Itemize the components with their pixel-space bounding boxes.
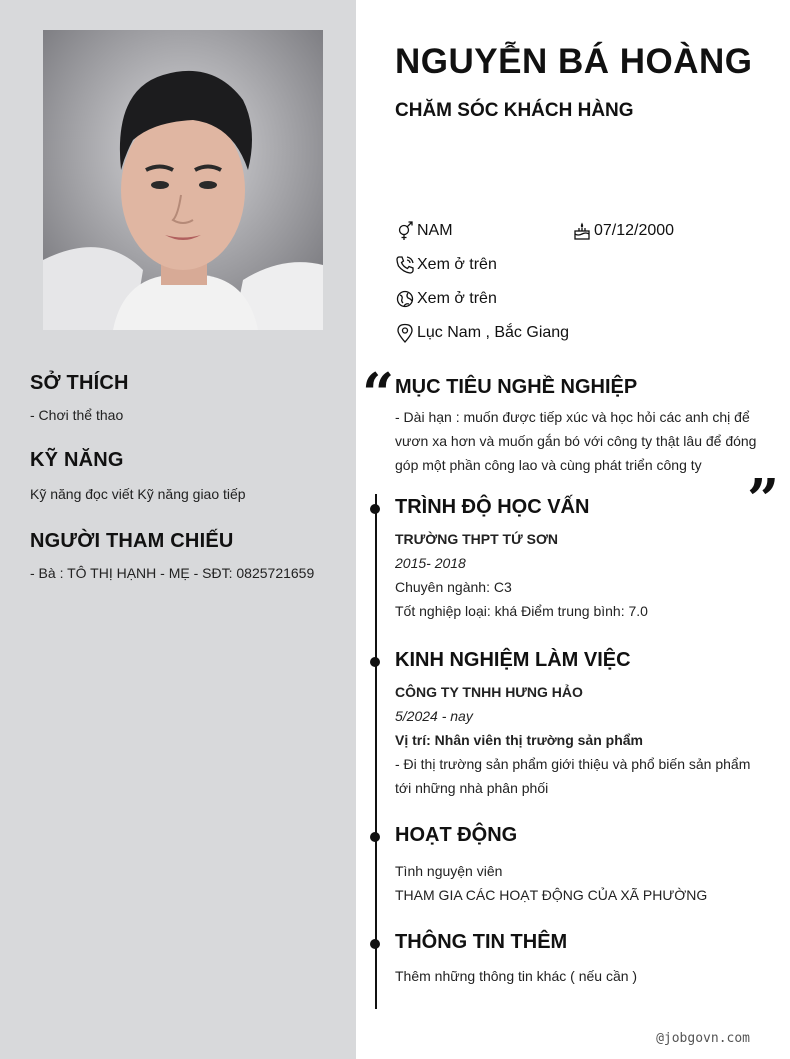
objective-section xyxy=(395,376,765,477)
references-text: - Bà : TÔ THỊ HẠNH - MẸ - SĐT: 0825721659 xyxy=(30,565,315,581)
company-name: CÔNG TY TNHH HƯNG HẢO xyxy=(395,684,583,700)
email-info xyxy=(395,288,497,310)
gender-value: NAM xyxy=(417,222,453,239)
hobbies-section xyxy=(30,372,340,425)
map-pin-icon xyxy=(395,323,415,343)
gender-info xyxy=(395,220,453,242)
experience-body xyxy=(395,680,765,800)
timeline-line xyxy=(375,494,377,1009)
gender-icon xyxy=(395,221,415,241)
experience-description: - Đi thị trường sản phẩm giới thiệu và phổ biến sản phẩm tới những nhà phân phối xyxy=(395,756,751,796)
timeline-dot xyxy=(370,832,380,842)
dob-info xyxy=(572,220,674,242)
education-body xyxy=(395,527,765,623)
education-grade: Tốt nghiệp loại: khá Điểm trung bình: 7.0 xyxy=(395,603,648,619)
references-title: NGƯỜI THAM CHIẾU xyxy=(30,530,234,552)
phone-info xyxy=(395,254,497,276)
activities-section xyxy=(395,824,765,907)
education-title: TRÌNH ĐỘ HỌC VẤN xyxy=(395,496,590,518)
job-title: CHĂM SÓC KHÁCH HÀNG xyxy=(395,100,634,121)
skills-text: Kỹ năng đọc viết Kỹ năng giao tiếp xyxy=(30,486,246,502)
timeline-dot xyxy=(370,657,380,667)
activity-line: Tình nguyện viên xyxy=(395,863,503,879)
skills-section xyxy=(30,449,340,504)
candidate-name: NGUYỄN BÁ HOÀNG xyxy=(395,42,753,81)
experience-section xyxy=(395,649,765,800)
school-name: TRƯỜNG THPT TỨ SƠN xyxy=(395,531,558,547)
experience-title: KINH NGHIỆM LÀM VIỆC xyxy=(395,649,631,671)
experience-position: Vị trí: Nhân viên thị trường sản phẩm xyxy=(395,732,644,748)
additional-title: THÔNG TIN THÊM xyxy=(395,931,568,953)
hobbies-title: SỞ THÍCH xyxy=(30,372,129,394)
dob-value: 07/12/2000 xyxy=(594,222,675,239)
additional-text: Thêm những thông tin khác ( nếu cần ) xyxy=(395,968,638,984)
address-value: Lục Nam , Bắc Giang xyxy=(417,324,570,341)
profile-photo xyxy=(43,30,323,330)
cake-icon xyxy=(572,221,592,241)
experience-period: 5/2024 - nay xyxy=(395,708,473,724)
timeline-dot xyxy=(370,939,380,949)
timeline-dot xyxy=(370,504,380,514)
phone-icon xyxy=(395,255,415,275)
references-section xyxy=(30,530,340,583)
additional-section xyxy=(395,931,765,988)
education-section xyxy=(395,496,765,623)
objective-text: - Dài hạn : muốn được tiếp xúc và học hỏi các anh chị để vươn xa hơn và muốn gắn bó với công ty thật lâu để đóng góp một phần công lao và cùng phát triển công ty xyxy=(395,409,757,473)
hobbies-text: - Chơi thể thao xyxy=(30,407,124,423)
close-quote-icon: ” xyxy=(747,467,780,533)
phone-value: Xem ở trên xyxy=(417,256,497,273)
open-quote-icon: “ xyxy=(362,361,395,427)
activities-body xyxy=(395,859,765,907)
address-info xyxy=(395,322,569,344)
email-value: Xem ở trên xyxy=(417,290,497,307)
education-period: 2015- 2018 xyxy=(395,555,466,571)
skills-title: KỸ NĂNG xyxy=(30,449,124,471)
watermark: @jobgovn.com xyxy=(656,1031,750,1046)
education-major: Chuyên ngành: C3 xyxy=(395,579,512,595)
globe-icon xyxy=(395,289,415,309)
activities-title: HOẠT ĐỘNG xyxy=(395,824,518,846)
activity-line: THAM GIA CÁC HOẠT ĐỘNG CỦA XÃ PHƯỜNG xyxy=(395,887,708,903)
sidebar xyxy=(0,0,356,1059)
objective-title: MỤC TIÊU NGHỀ NGHIỆP xyxy=(395,376,638,398)
